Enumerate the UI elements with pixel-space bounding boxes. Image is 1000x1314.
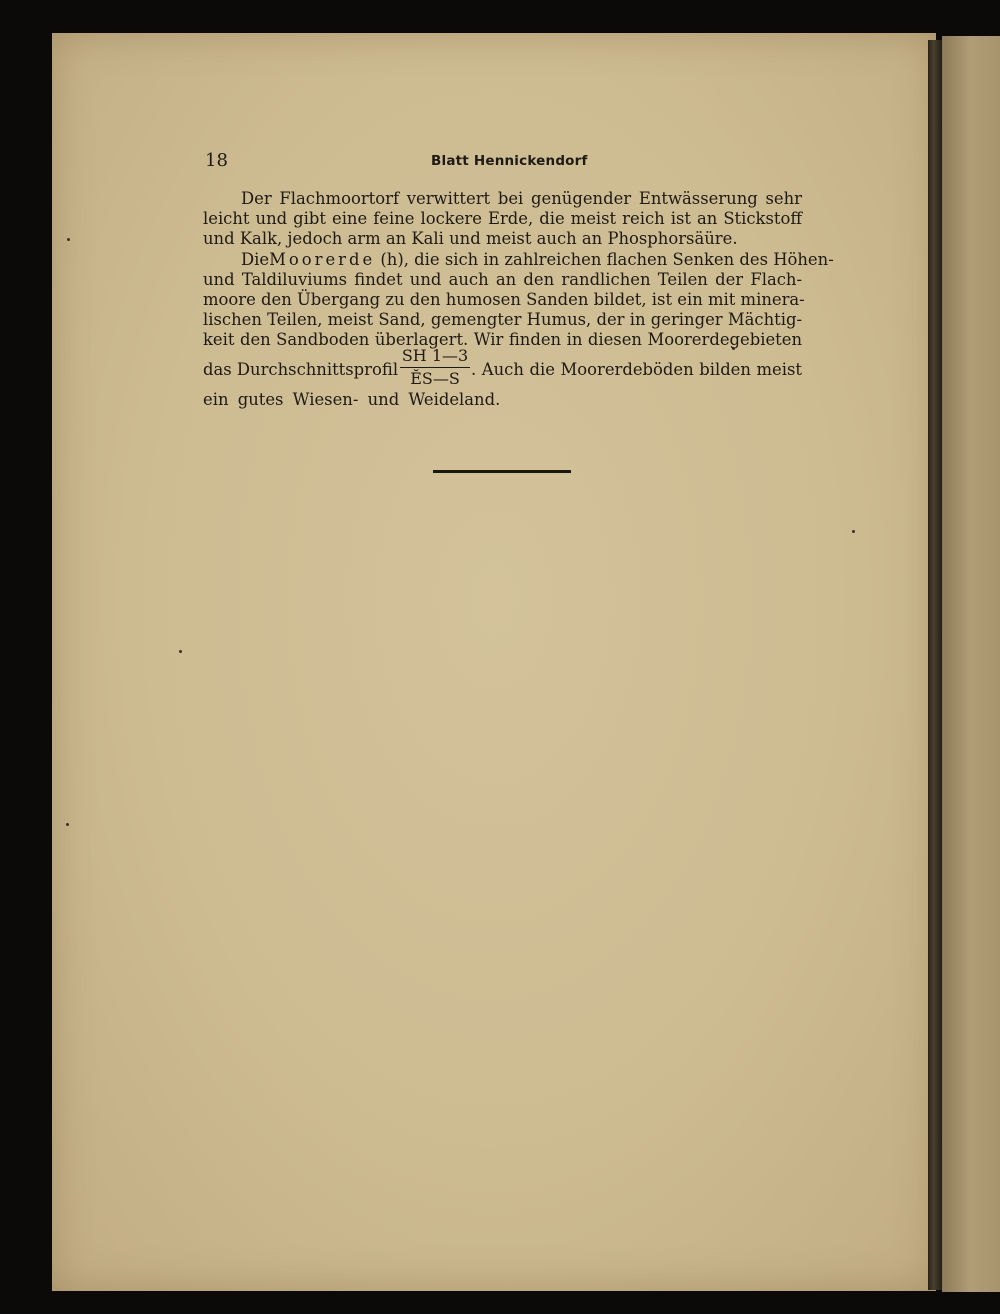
fraction-bar [400,367,470,368]
fraction-numerator: SH 1—3 [401,346,469,365]
paragraph-line-prefix: Die [241,250,270,269]
running-title: Blatt Hennickendorf [431,153,588,169]
paragraph-line: moore den Übergang zu den humosen Sanden bildet, ist ein mit minera- [203,290,805,309]
page-number: 18 [205,150,228,171]
paper-speck [852,530,855,533]
paragraph-line: leicht und gibt eine feine lockere Erde, die meist reich ist an Stickstoff [203,209,802,228]
paragraph-line-rest: (h), die sich in zahlreichen flachen Senken des Höhen- [380,250,834,269]
book-spine [928,40,942,1290]
paragraph-final-line: ein gutes Wiesen- und Weideland. [203,390,501,409]
paragraph-line: Der Flachmoortorf verwittert bei genügender Entwässerung sehr [241,189,802,208]
section-end-rule [433,470,571,473]
formula-line [203,346,802,396]
facing-page-edge [942,36,1000,1292]
paragraph-line: und Kalk, jedoch arm an Kali und meist auch an Phosphorsäüre. [203,229,738,248]
fraction-denominator: ĔS—S [410,369,460,388]
profile-fraction [400,346,470,389]
paragraph-line: und Taldiluviums findet und auch an den randlichen Teilen der Flach- [203,270,802,289]
formula-prefix: das Durchschnittsprofil [203,360,399,379]
paragraph-flachmoortorf [203,189,802,249]
spaced-term: Moorerde [269,250,376,269]
paper-speck [179,650,182,653]
paragraph-line [203,250,834,270]
paragraph-moorerde [203,250,834,350]
paper-speck [66,823,69,826]
paragraph-line: lischen Teilen, meist Sand, gemengter Humus, der in geringer Mächtig- [203,310,802,329]
paper-speck [67,238,70,241]
paragraph-line: keit den Sandboden überlagert. Wir finden in diesen Moorerdegebieten [203,330,802,349]
formula-suffix: . Auch die Moorerdeböden bilden meist [471,360,802,379]
